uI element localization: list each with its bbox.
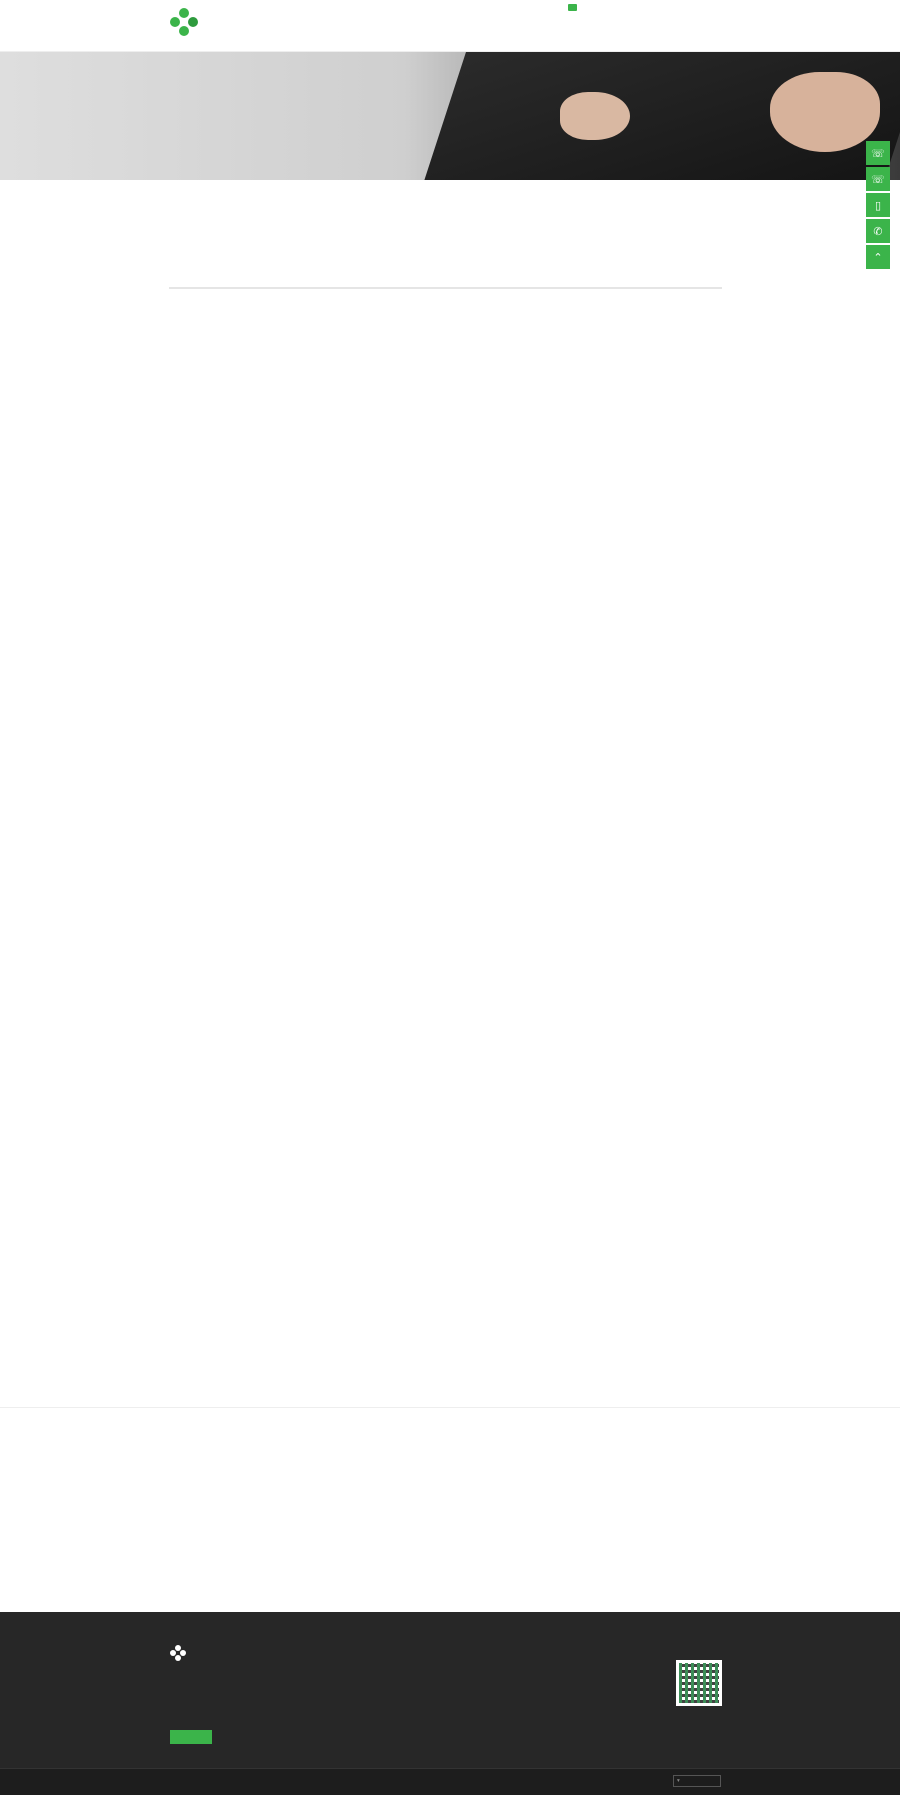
more-button[interactable] xyxy=(170,1730,212,1744)
hero-banner xyxy=(0,52,900,180)
pricing-table xyxy=(169,287,722,289)
service-section xyxy=(0,1407,900,1612)
site-header xyxy=(0,0,900,52)
friend-links-select[interactable]: ▾ xyxy=(673,1775,721,1787)
wechat-qr-code xyxy=(676,1660,722,1706)
logo-icon xyxy=(170,8,198,36)
footer-logo[interactable] xyxy=(170,1645,190,1661)
phone-icon xyxy=(568,4,577,11)
mobile-icon[interactable]: ▯ xyxy=(866,193,890,217)
back-to-top-icon[interactable]: ⌃ xyxy=(866,245,890,269)
footer-bottom xyxy=(0,1768,900,1795)
qq-icon[interactable]: ☏ xyxy=(866,167,890,191)
hand-image xyxy=(560,92,630,140)
logo-icon xyxy=(170,1645,186,1661)
site-logo[interactable] xyxy=(170,8,202,36)
hotline xyxy=(568,4,581,11)
qq-icon[interactable]: ☏ xyxy=(866,141,890,165)
hand-image xyxy=(770,72,880,152)
phone-icon[interactable]: ✆ xyxy=(866,219,890,243)
site-footer xyxy=(0,1612,900,1795)
